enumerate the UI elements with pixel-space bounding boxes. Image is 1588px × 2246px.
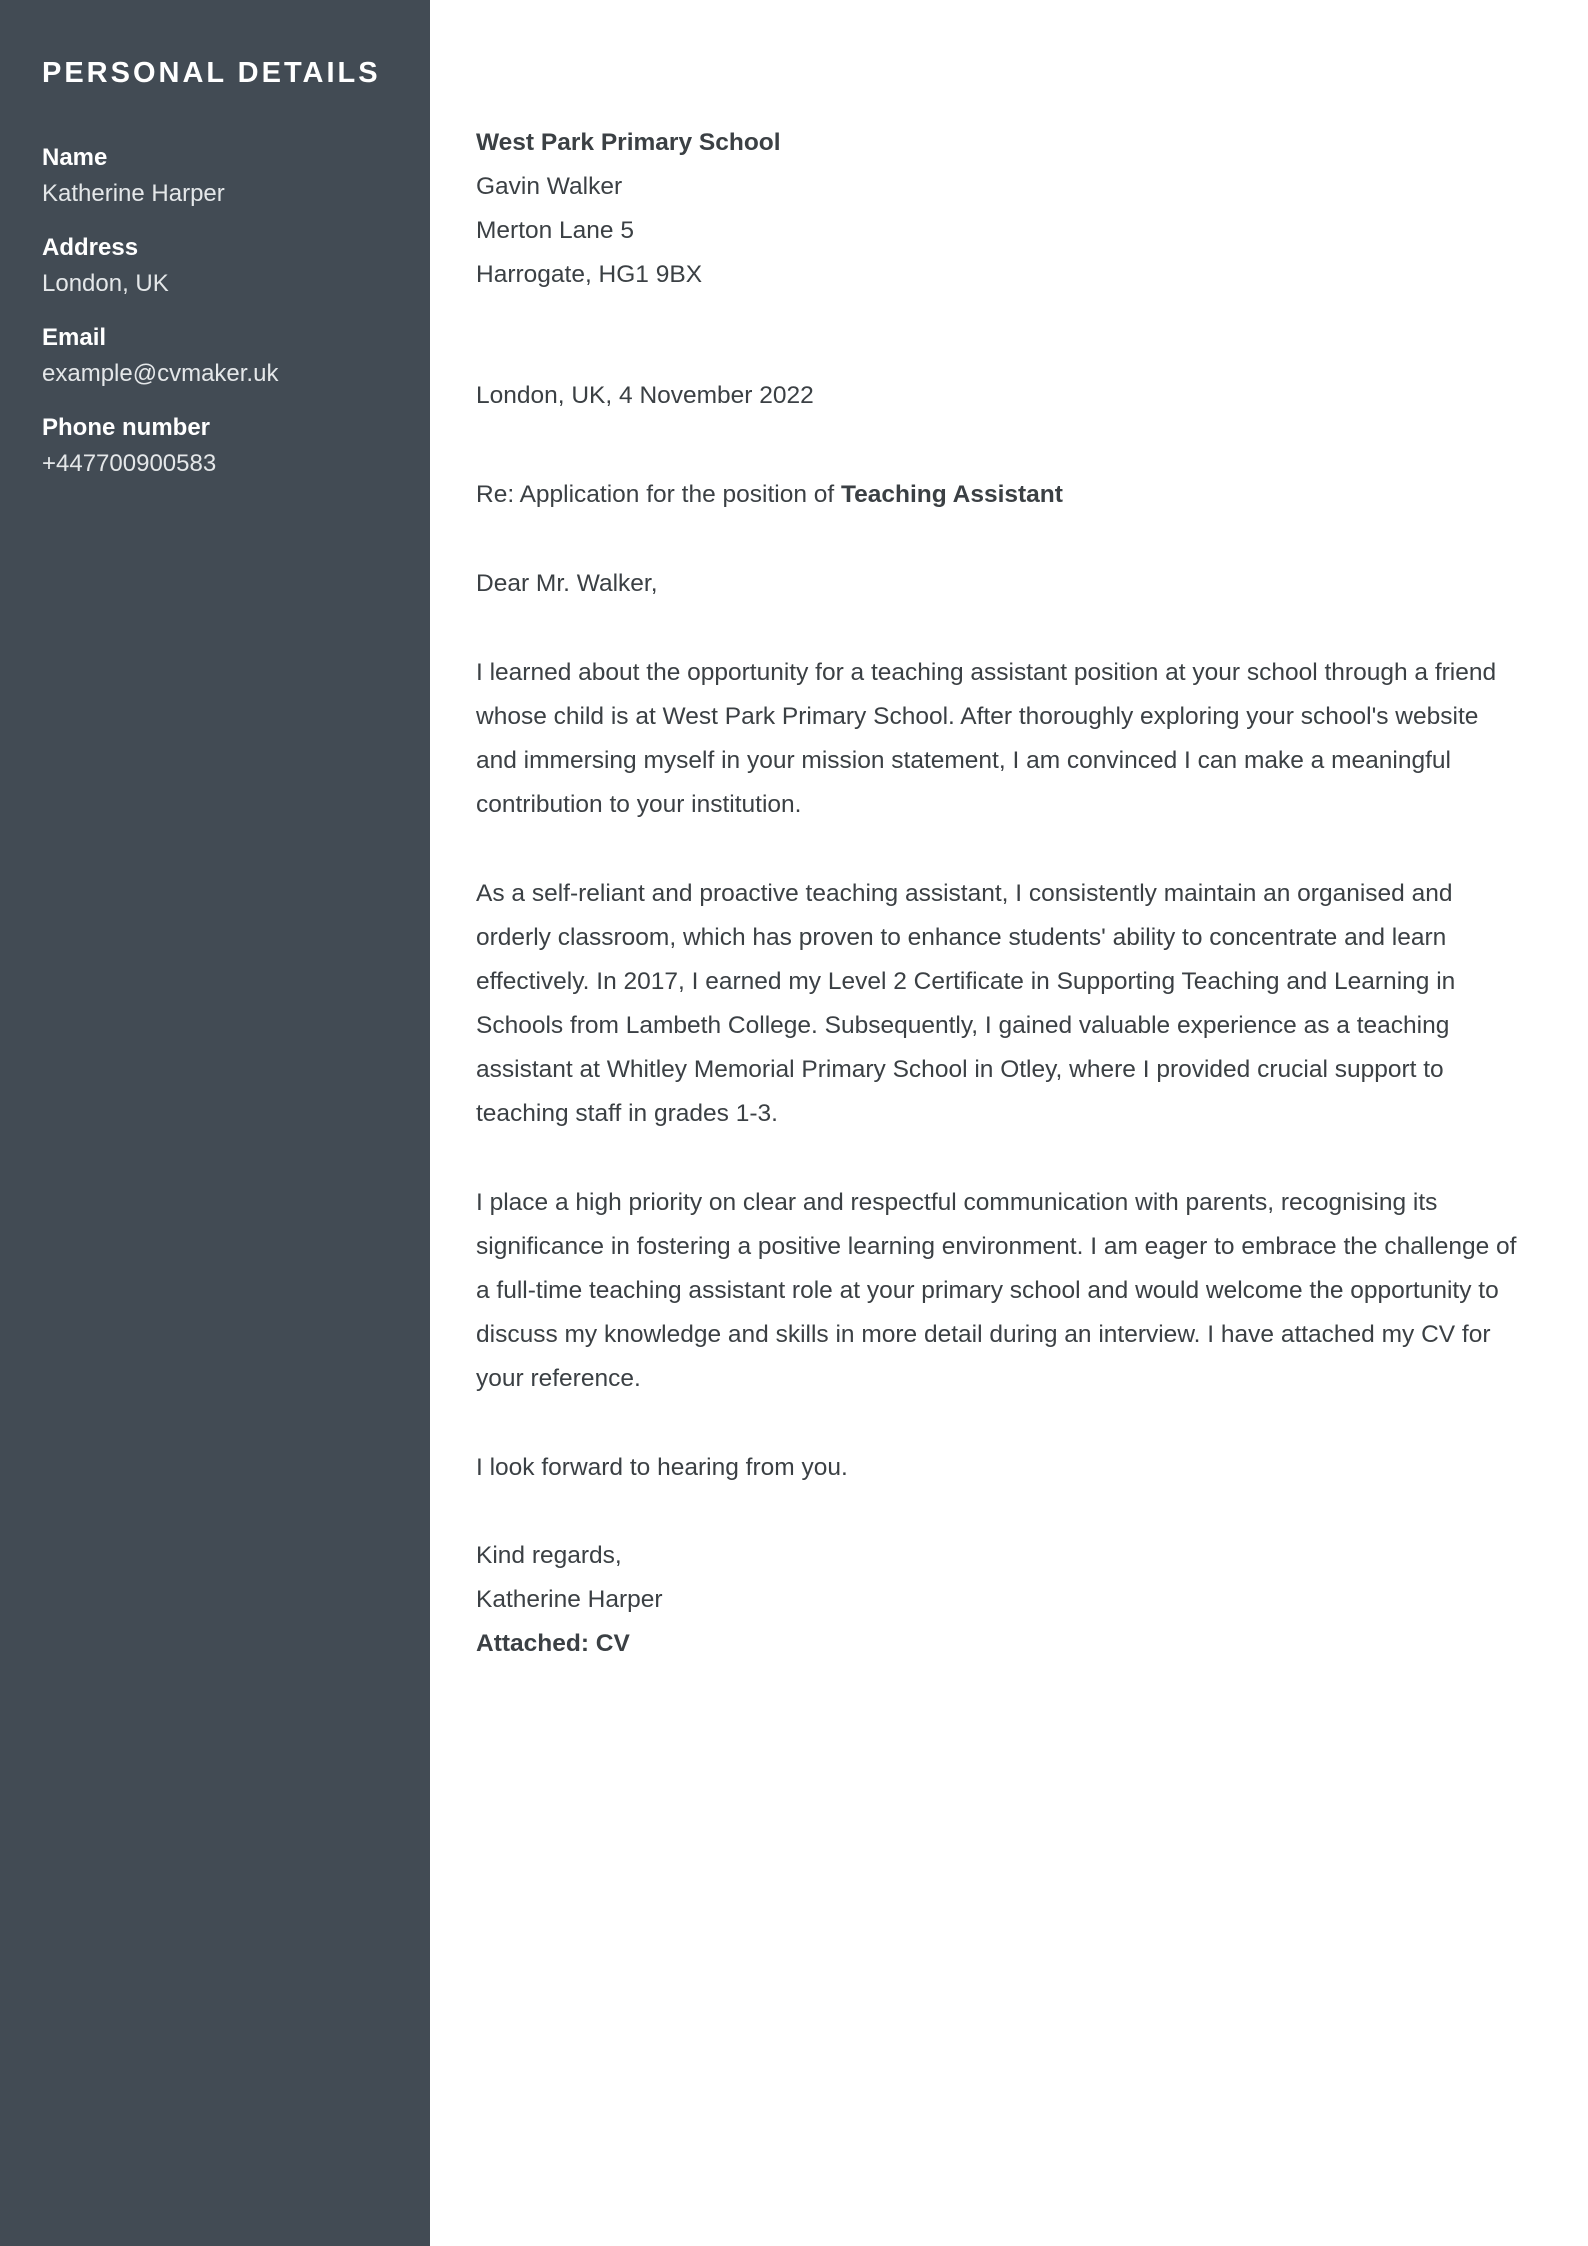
field-address (42, 230, 402, 302)
recipient-city: Harrogate, HG1 9BX (476, 261, 703, 288)
paragraph-2: As a self-reliant and proactive teaching assistant, I consistently maintain an organised and orderly classroom, which has proven to enhance students' ability to concentrate and learn effectively. In 2017, I earned my Level 2 Certificate in Supporting Teaching and Learning in Schools from Lambeth College. Subsequently, I gained valuable experience as a teaching assistant at Whitley Memorial Primary School in Otley, where I provided crucial support to teaching staff in grades 1-3. (476, 880, 1456, 1127)
personal-details-sidebar (0, 0, 430, 2246)
field-email-label: Email (42, 324, 107, 351)
date-line: London, UK, 4 November 2022 (476, 382, 814, 409)
salutation: Dear Mr. Walker, (476, 570, 658, 597)
recipient-school: West Park Primary School (476, 129, 781, 156)
sidebar-title: PERSONAL DETAILS (42, 57, 381, 89)
signoff-block (476, 1534, 1521, 1666)
letter-body (476, 0, 1521, 1666)
recipient-street: Merton Lane 5 (476, 217, 634, 244)
recipient-block (476, 121, 1521, 297)
field-phone-label: Phone number (42, 414, 211, 441)
field-phone-value: +447700900583 (42, 450, 217, 477)
field-email-value: example@cvmaker.uk (42, 360, 279, 387)
field-name-value: Katherine Harper (42, 180, 225, 207)
subject-position: Teaching Assistant (841, 481, 1063, 508)
closing-line: I look forward to hearing from you. (476, 1454, 848, 1481)
attachment-note: Attached: CV (476, 1630, 630, 1657)
signoff: Kind regards, (476, 1542, 622, 1569)
recipient-contact: Gavin Walker (476, 173, 623, 200)
field-address-label: Address (42, 234, 139, 261)
field-address-value: London, UK (42, 270, 169, 297)
field-name (42, 140, 402, 212)
paragraph-1: I learned about the opportunity for a teaching assistant position at your school through a friend whose child is at West Park Primary School. After thoroughly exploring your school's website and immersing myself in your mission statement, I am convinced I can make a meaningful contribution to your institution. (476, 659, 1497, 818)
field-phone (42, 410, 402, 482)
signature-name: Katherine Harper (476, 1586, 663, 1613)
field-email (42, 320, 402, 392)
subject-line (476, 473, 1521, 517)
personal-details-fields (42, 140, 402, 482)
paragraph-3: I place a high priority on clear and respectful communication with parents, recognising its significance in fostering a positive learning environment. I am eager to embrace the challenge of a full-time teaching assistant role at your primary school and would welcome the opportunity to discuss my knowledge and skills in more detail during an interview. I have attached my CV for your reference. (476, 1189, 1517, 1392)
subject-prefix: Re: Application for the position of (476, 481, 841, 508)
field-name-label: Name (42, 144, 108, 171)
